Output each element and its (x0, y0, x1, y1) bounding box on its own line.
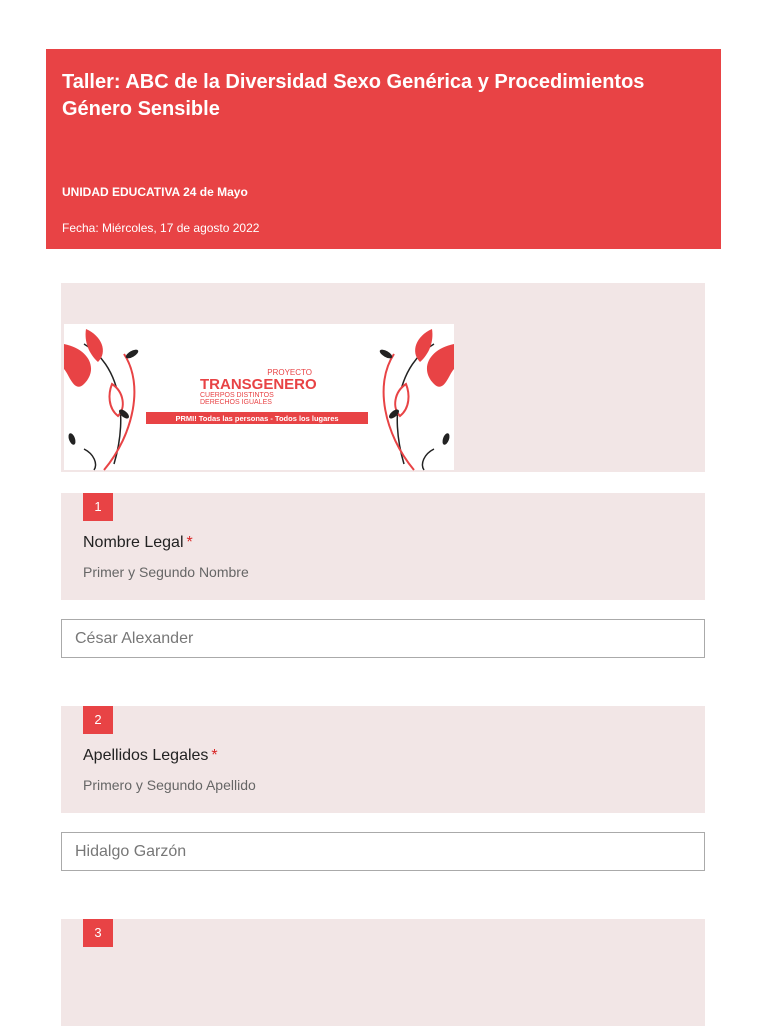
answer-apellidos-field[interactable]: Hidalgo Garzón (61, 832, 705, 871)
question-number: 2 (83, 706, 113, 734)
banner-image (64, 324, 454, 470)
question-hint: Primer y Segundo Nombre (83, 564, 249, 580)
banner-line-1: CUERPOS DISTINTOS (200, 392, 274, 399)
question-hint: Primero y Segundo Apellido (83, 777, 256, 793)
banner-illustration (64, 324, 454, 470)
question-3 (61, 919, 705, 1026)
question-title (83, 534, 193, 552)
question-number: 3 (83, 919, 113, 947)
question-2 (61, 706, 705, 813)
form-header (46, 49, 721, 249)
required-asterisk: * (211, 747, 218, 764)
question-number: 1 (83, 493, 113, 521)
banner-section (61, 283, 705, 472)
banner-project-name: TRANSGENERO (200, 376, 317, 393)
question-1 (61, 493, 705, 600)
form-date: Fecha: Miércoles, 17 de agosto 2022 (62, 221, 260, 235)
right-face-illustration (378, 329, 454, 470)
question-title (83, 747, 218, 765)
answer-nombre-field[interactable]: César Alexander (61, 619, 705, 658)
question-title-text: Apellidos Legales (83, 747, 209, 764)
left-face-illustration (64, 329, 140, 470)
form-title: Taller: ABC de la Diversidad Sexo Genérica y Procedimientos Género Sensible (62, 71, 645, 120)
question-title-text: Nombre Legal (83, 534, 184, 551)
form-subtitle: UNIDAD EDUCATIVA 24 de Mayo (62, 185, 248, 199)
banner-line-2: DERECHOS IGUALES (200, 399, 272, 406)
banner-project-label: PROYECTO (267, 368, 312, 377)
banner-slogan: PRMI! Todas las personas - Todos los lugares (175, 414, 339, 423)
form-body (46, 249, 721, 940)
required-asterisk: * (186, 534, 193, 551)
